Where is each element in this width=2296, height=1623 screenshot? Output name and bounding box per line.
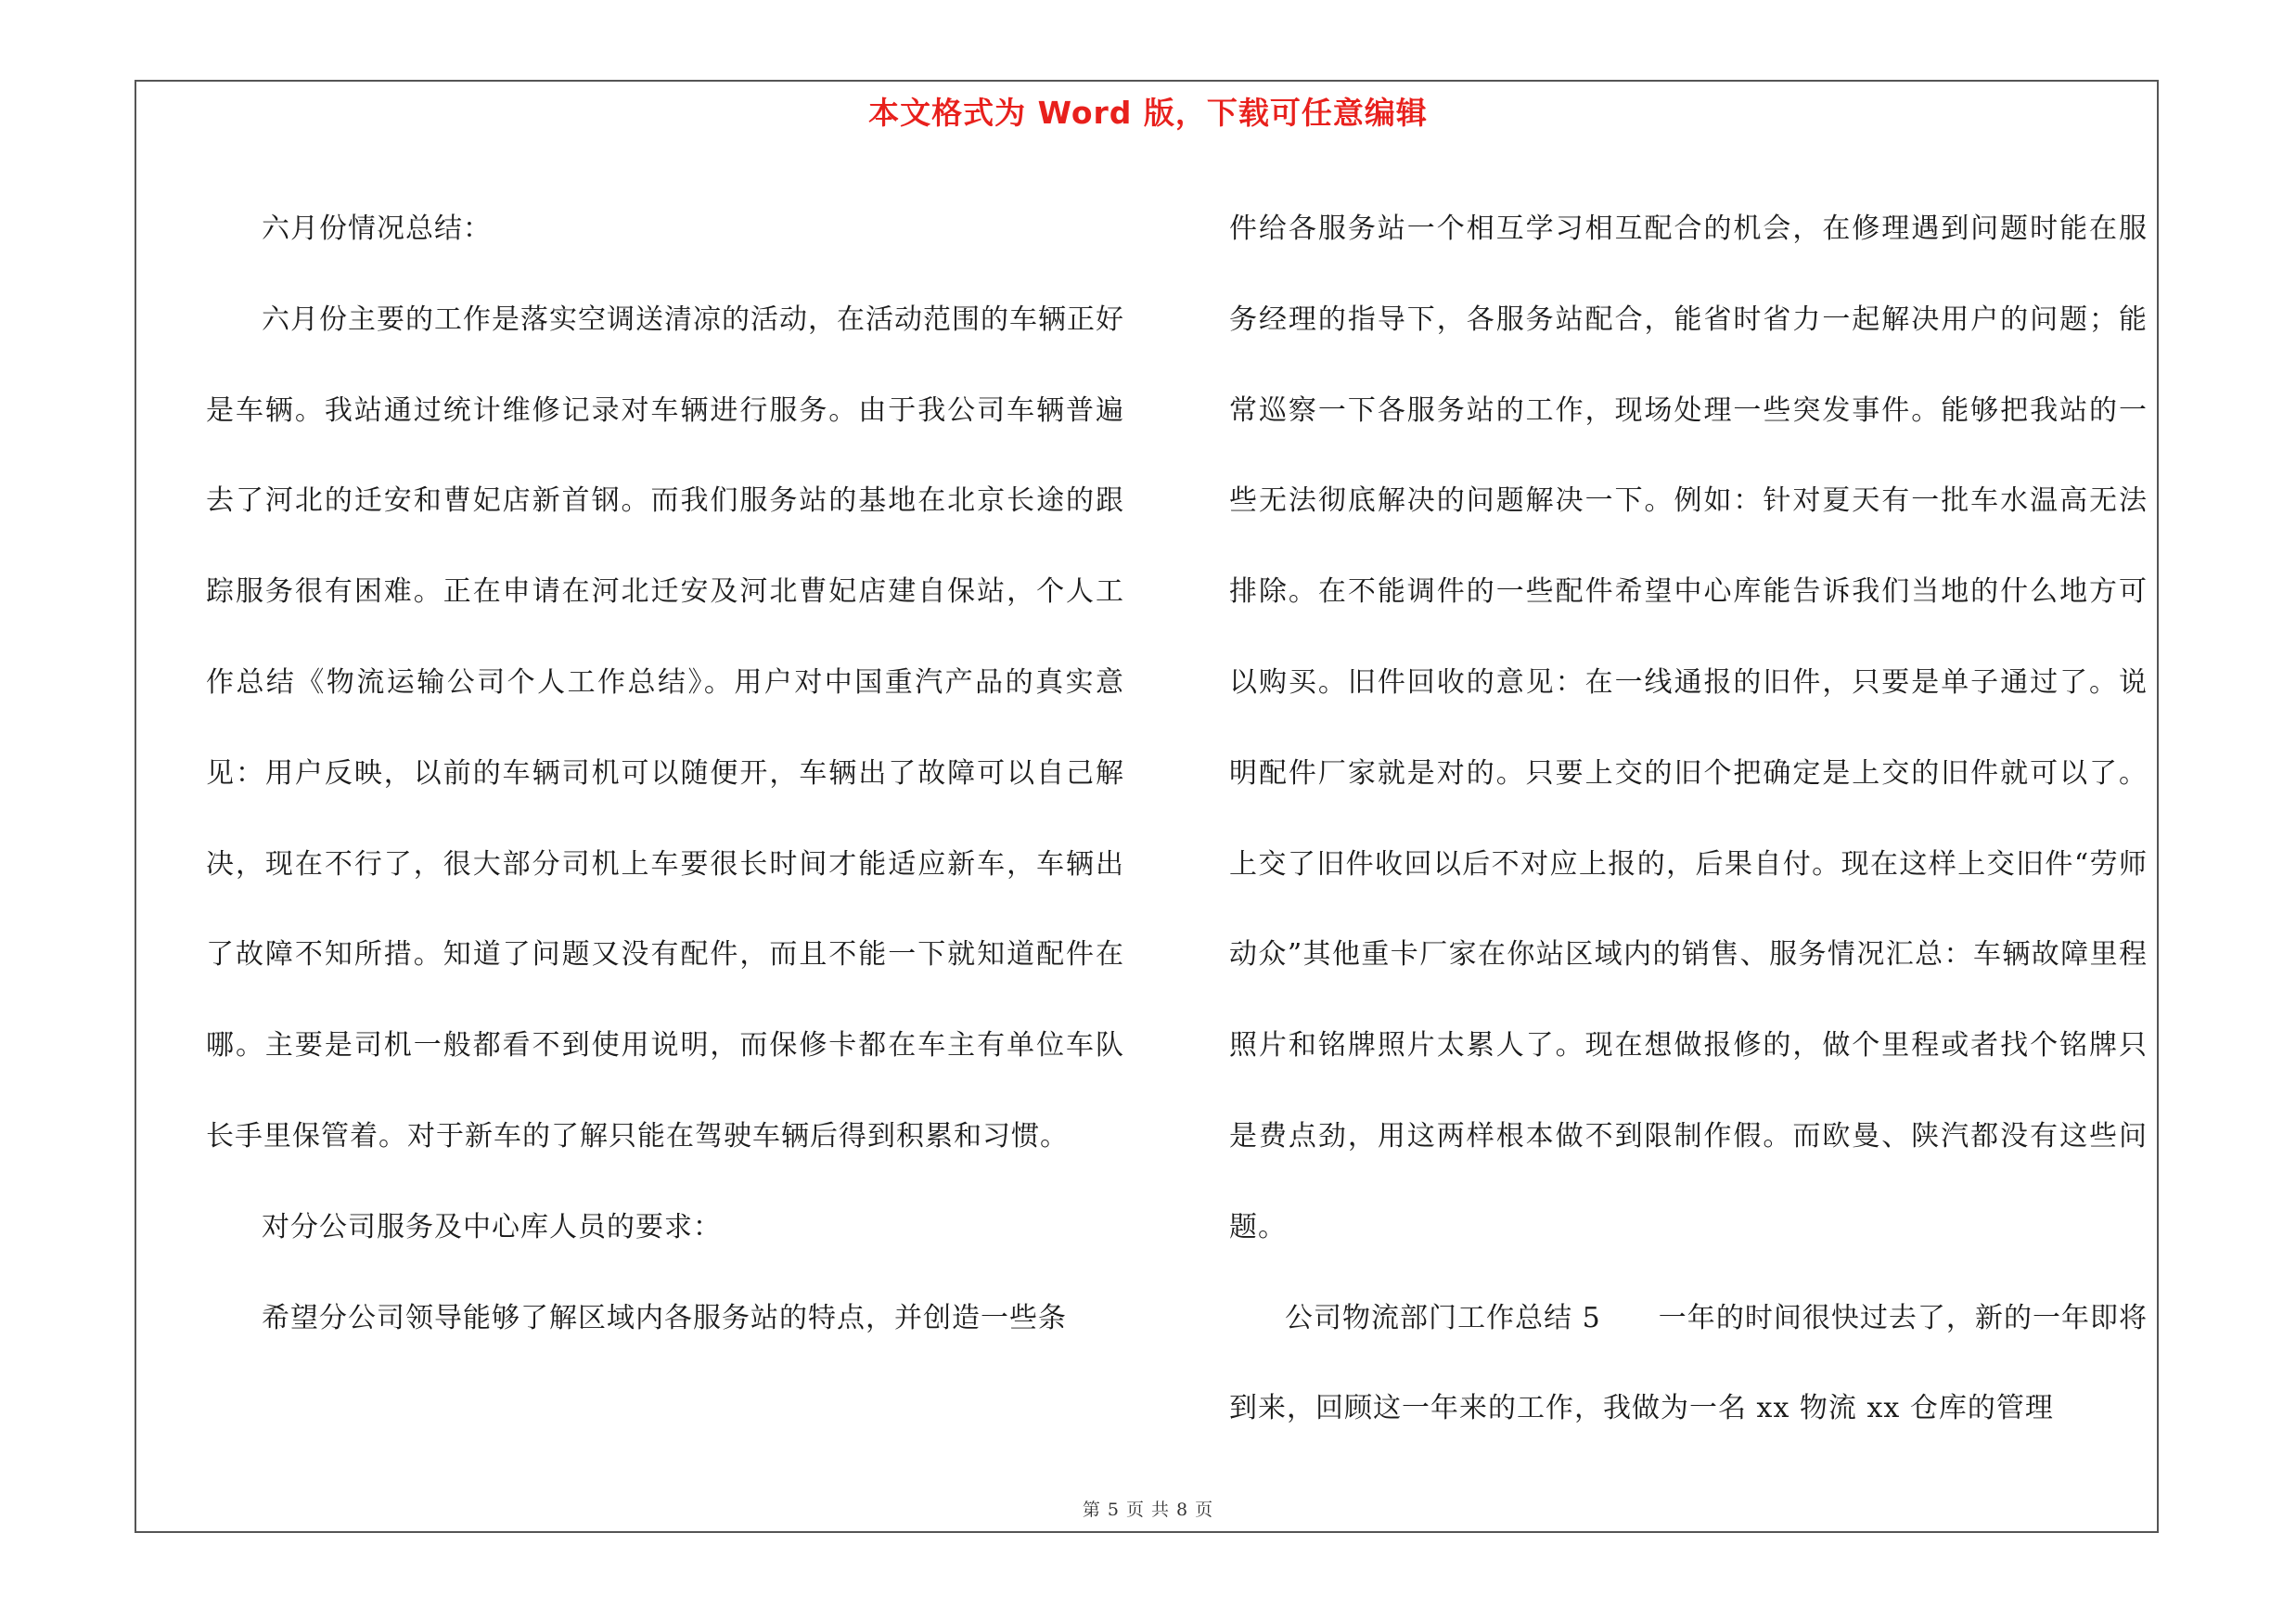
right-text-column: [1229, 184, 2148, 1454]
paragraph-hope-leaders: 希望分公司领导能够了解区域内各服务站的特点，并创造一些条: [262, 1301, 1067, 1334]
paragraph-june-work: 六月份主要的工作是落实空调送清凉的活动，在活动范围的车辆正好是车辆。我站通过统计维修记录对车辆进行服务。由于我公司车辆普遍去了河北的迁安和曹妃店新首钢。而我们服务站的基地在北京长途的跟踪服务很有困难。正在申请在河北迁安及河北曹妃店建自保站，个人工作总结《物流运输公司个人工作总结》。用户对中国重汽产品的真实意见：用户反映，以前的车辆司机可以随便开，车辆出了故障可以自己解决，现在不行了，很大部分司机上车要很长时间才能适应新车，车辆出了故障不知所措。知道了问题又没有配件，而且不能一下就知道配件在哪。主要是司机一般都看不到使用说明，而保修卡都在车主有单位车队长手里保管着。对于新车的了解只能在驾驶车辆后得到积累和习惯。: [206, 303, 1124, 1153]
word-format-banner: 本文格式为 Word 版，下载可任意编辑: [868, 95, 1428, 131]
paragraph-logistics-summary-5: 公司物流部门工作总结 5 一年的时间很快过去了，新的一年即将到来，回顾这一年来的工作，我做为一名 xx 物流 xx 仓库的管理: [1229, 1301, 2148, 1425]
page-number-footer: 第 5 页 共 8 页: [1082, 1500, 1214, 1520]
paragraph-june-summary-heading: 六月份情况总结：: [262, 213, 492, 245]
paragraph-service-stations-continued: 件给各服务站一个相互学习相互配合的机会，在修理遇到问题时能在服务经理的指导下，各服务站配合，能省时省力一起解决用户的问题；能常巡察一下各服务站的工作，现场处理一些突发事件。能够把我站的一些无法彻底解决的问题解决一下。例如：针对夏天有一批车水温高无法排除。在不能调件的一些配件希望中心库能告诉我们当地的什么地方可以购买。旧件回收的意见：在一线通报的旧件，只要是单子通过了。说明配件厂家就是对的。只要上交的旧个把确定是上交的旧件就可以了。上交了旧件收回以后不对应上报的，后果自付。现在这样上交旧件“劳师动众”其他重卡厂家在你站区域内的销售、服务情况汇总：车辆故障里程照片和铭牌照片太累人了。现在想做报修的，做个里程或者找个铭牌只是费点劲，用这两样根本做不到限制作假。而欧曼、陕汽都没有这些问题。: [1229, 213, 2148, 1243]
left-text-column: [206, 184, 1124, 1363]
paragraph-requirements-heading: 对分公司服务及中心库人员的要求：: [262, 1210, 722, 1243]
